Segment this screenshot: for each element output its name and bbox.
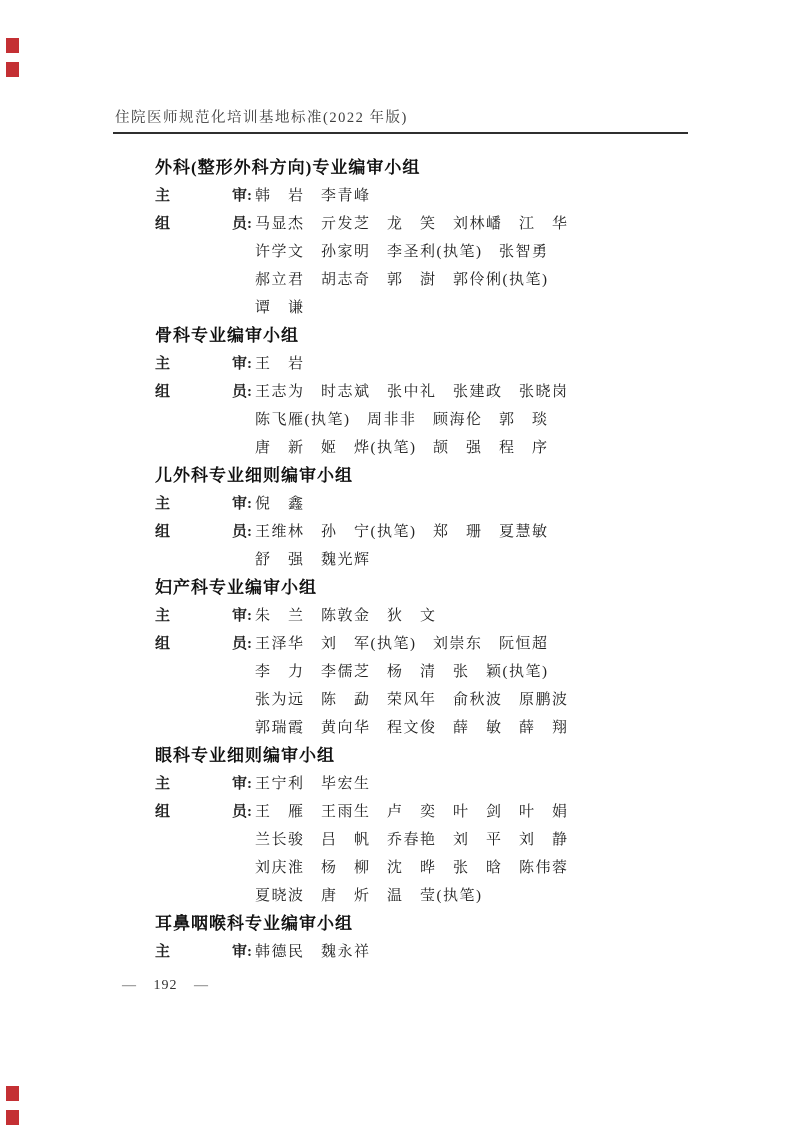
row-continuation-line xyxy=(155,294,645,322)
footer-left-dash: — xyxy=(122,978,137,993)
member-names: 韩德民 魏永祥 xyxy=(255,944,371,960)
role-label-right: 员: xyxy=(232,384,252,400)
member-names: 夏晓波 唐 炘 温 莹(执笔) xyxy=(255,888,483,904)
row-continuation-line xyxy=(155,434,645,462)
row-continuation-line xyxy=(155,406,645,434)
red-edge-mark-bottom-1 xyxy=(6,1086,19,1101)
section-rows xyxy=(155,938,645,966)
red-edge-mark-top-1 xyxy=(6,38,19,53)
editorial-group-section xyxy=(155,742,645,910)
page-footer xyxy=(122,978,209,994)
member-names: 王宁利 毕宏生 xyxy=(255,776,371,792)
role-label-right: 员: xyxy=(232,216,252,232)
role-label-left: 主 xyxy=(155,188,171,204)
row-continuation-line xyxy=(155,882,645,910)
row-first-line xyxy=(155,602,645,630)
role-label-right: 审: xyxy=(232,608,252,624)
member-names: 兰长骏 吕 帆 乔春艳 刘 平 刘 静 xyxy=(255,832,569,848)
row-continuation-line xyxy=(155,658,645,686)
section-rows xyxy=(155,490,645,574)
member-row xyxy=(155,518,645,574)
member-names: 王泽华 刘 军(执笔) 刘崇东 阮恒超 xyxy=(255,636,549,652)
role-label-right: 审: xyxy=(232,356,252,372)
member-row xyxy=(155,630,645,742)
section-title: 儿外科专业细则编审小组 xyxy=(155,466,353,485)
red-edge-mark-bottom-2 xyxy=(6,1110,19,1125)
row-first-line xyxy=(155,210,645,238)
row-continuation-line xyxy=(155,714,645,742)
row-first-line xyxy=(155,350,645,378)
footer-right-dash: — xyxy=(194,978,209,993)
row-first-line xyxy=(155,378,645,406)
section-title: 外科(整形外科方向)专业编审小组 xyxy=(155,158,421,177)
editorial-group-section xyxy=(155,574,645,742)
member-names: 许学文 孙家明 李圣利(执笔) 张智勇 xyxy=(255,244,549,260)
section-rows xyxy=(155,182,645,322)
member-row xyxy=(155,378,645,462)
role-label-right: 审: xyxy=(232,496,252,512)
row-first-line xyxy=(155,630,645,658)
role-label-right: 员: xyxy=(232,524,252,540)
member-names: 倪 鑫 xyxy=(255,496,305,512)
member-names: 舒 强 魏光辉 xyxy=(255,552,371,568)
section-rows xyxy=(155,350,645,462)
member-names: 韩 岩 李青峰 xyxy=(255,188,371,204)
role-label-left: 主 xyxy=(155,496,171,512)
header-rule xyxy=(113,132,688,134)
section-title: 耳鼻咽喉科专业编审小组 xyxy=(155,914,353,933)
section-rows xyxy=(155,770,645,910)
member-row xyxy=(155,350,645,378)
member-names: 朱 兰 陈敦金 狄 文 xyxy=(255,608,437,624)
role-label-right: 员: xyxy=(232,804,252,820)
member-row xyxy=(155,490,645,518)
role-label-left: 主 xyxy=(155,776,171,792)
member-row xyxy=(155,602,645,630)
row-first-line xyxy=(155,938,645,966)
section-title: 眼科专业细则编审小组 xyxy=(155,746,335,765)
section-title: 骨科专业编审小组 xyxy=(155,326,299,345)
member-names: 郝立君 胡志奇 郭 澍 郭伶俐(执笔) xyxy=(255,272,549,288)
editorial-group-section xyxy=(155,462,645,574)
member-names: 陈飞雁(执笔) 周非非 顾海伦 郭 琰 xyxy=(255,412,549,428)
member-names: 刘庆淮 杨 柳 沈 晔 张 晗 陈伟蓉 xyxy=(255,860,569,876)
role-label-right: 审: xyxy=(232,944,252,960)
member-names: 王 雁 王雨生 卢 奕 叶 剑 叶 娟 xyxy=(255,804,569,820)
editorial-group-section xyxy=(155,910,645,966)
member-names: 张为远 陈 勐 荣风年 俞秋波 原鹏波 xyxy=(255,692,569,708)
row-continuation-line xyxy=(155,686,645,714)
role-label-left: 组 xyxy=(155,804,171,820)
page-number: 192 xyxy=(153,978,178,993)
member-names: 李 力 李儒芝 杨 清 张 颖(执笔) xyxy=(255,664,549,680)
row-continuation-line xyxy=(155,826,645,854)
member-row xyxy=(155,210,645,322)
editorial-group-section xyxy=(155,154,645,322)
editorial-group-section xyxy=(155,322,645,462)
sections xyxy=(155,154,645,966)
section-rows xyxy=(155,602,645,742)
row-continuation-line xyxy=(155,266,645,294)
row-continuation-line xyxy=(155,854,645,882)
row-first-line xyxy=(155,770,645,798)
role-label-left: 主 xyxy=(155,944,171,960)
member-row xyxy=(155,770,645,798)
role-label-right: 审: xyxy=(232,188,252,204)
member-names: 王 岩 xyxy=(255,356,305,372)
role-label-left: 组 xyxy=(155,636,171,652)
member-names: 马显杰 亓发芝 龙 笑 刘林嶓 江 华 xyxy=(255,216,569,232)
role-label-right: 审: xyxy=(232,776,252,792)
row-continuation-line xyxy=(155,546,645,574)
row-first-line xyxy=(155,798,645,826)
role-label-left: 主 xyxy=(155,608,171,624)
member-names: 谭 谦 xyxy=(255,300,305,316)
row-continuation-line xyxy=(155,238,645,266)
member-row xyxy=(155,182,645,210)
red-edge-mark-top-2 xyxy=(6,62,19,77)
header-title: 住院医师规范化培训基地标准(2022 年版) xyxy=(115,110,408,126)
section-title: 妇产科专业编审小组 xyxy=(155,578,317,597)
row-first-line xyxy=(155,182,645,210)
member-names: 唐 新 姬 烨(执笔) 颉 强 程 序 xyxy=(255,440,549,456)
role-label-left: 主 xyxy=(155,356,171,372)
member-row xyxy=(155,938,645,966)
member-row xyxy=(155,798,645,910)
member-names: 王志为 时志斌 张中礼 张建政 张晓岗 xyxy=(255,384,569,400)
role-label-left: 组 xyxy=(155,524,171,540)
member-names: 王维林 孙 宁(执笔) 郑 珊 夏慧敏 xyxy=(255,524,549,540)
role-label-left: 组 xyxy=(155,384,171,400)
role-label-left: 组 xyxy=(155,216,171,232)
row-first-line xyxy=(155,518,645,546)
role-label-right: 员: xyxy=(232,636,252,652)
row-first-line xyxy=(155,490,645,518)
member-names: 郭瑞霞 黄向华 程文俊 薛 敏 薛 翔 xyxy=(255,720,569,736)
page-header xyxy=(115,106,690,127)
